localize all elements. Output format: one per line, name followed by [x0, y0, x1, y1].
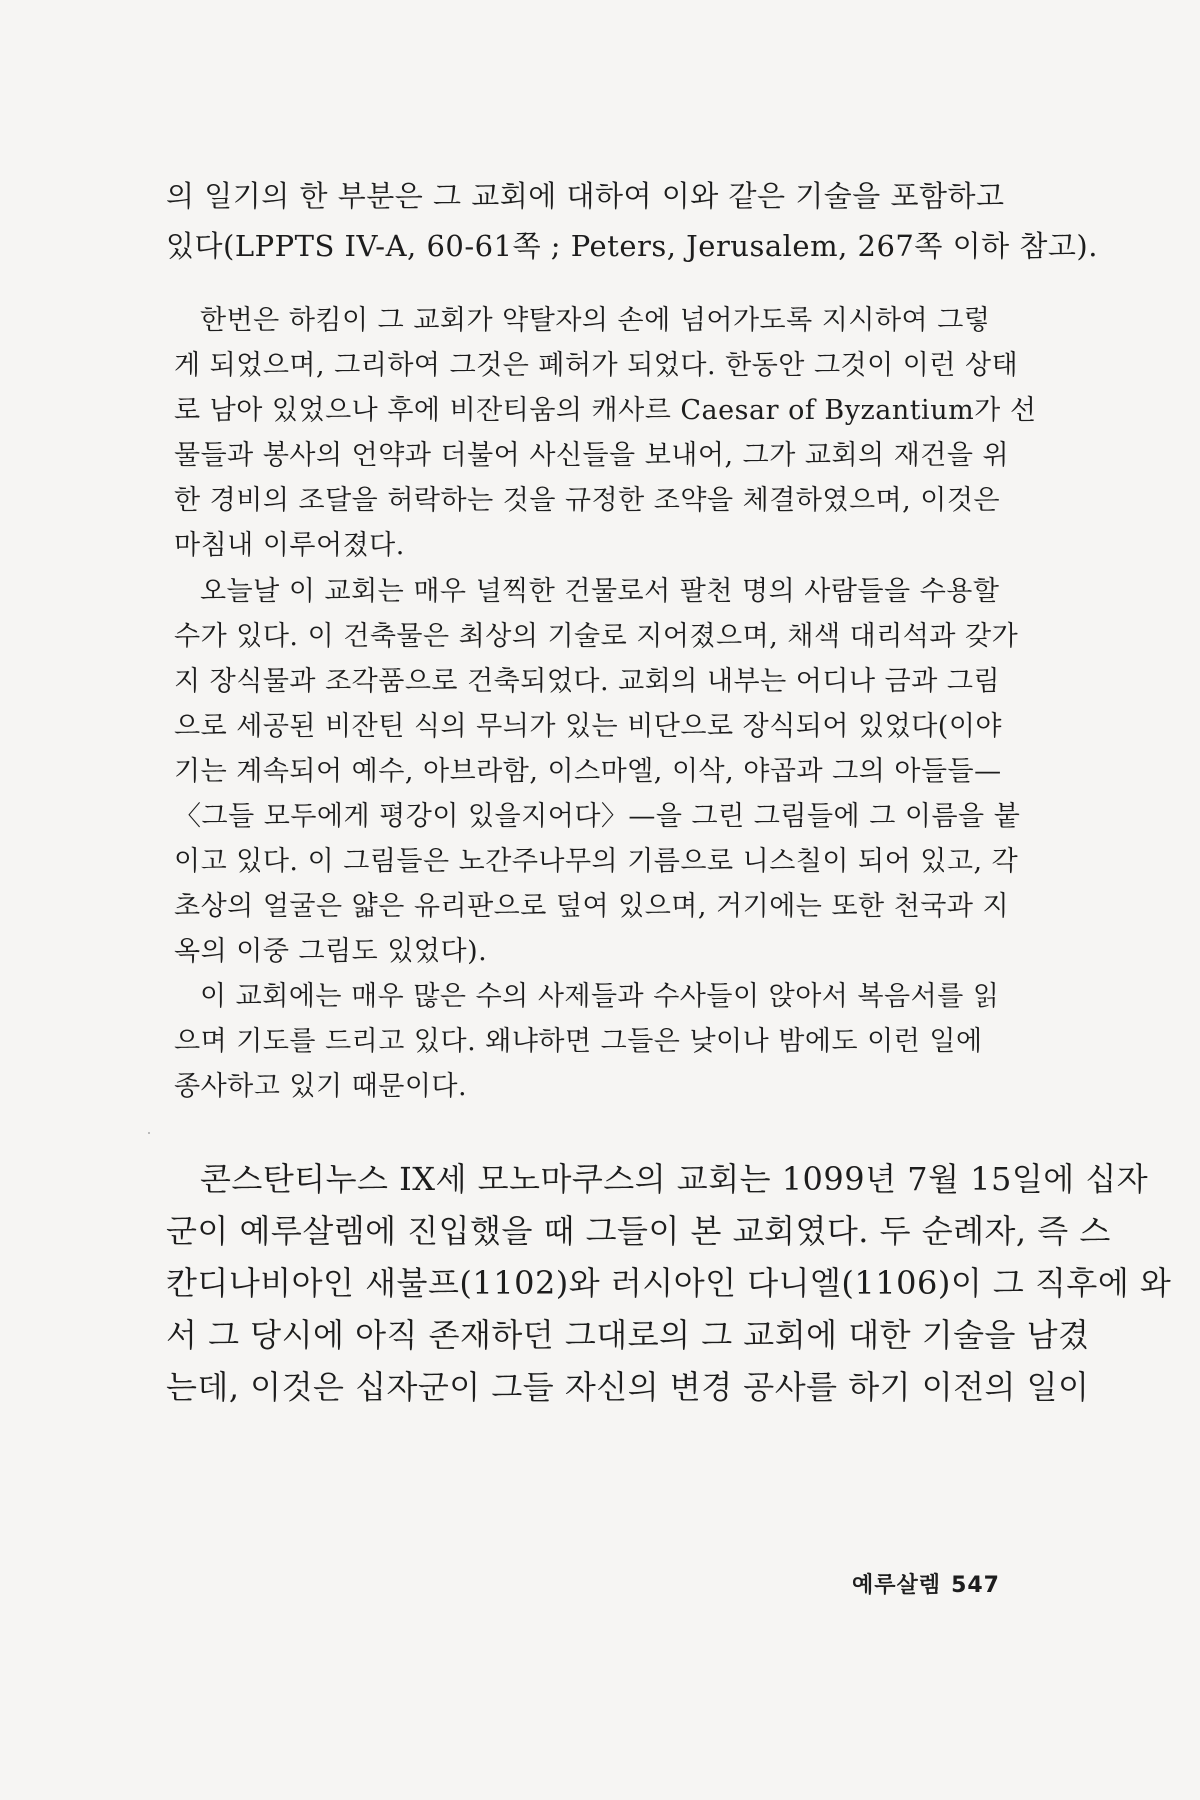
text-line: 의 일기의 한 부분은 그 교회에 대하여 이와 같은 기술을 포함하고	[166, 179, 1005, 213]
text-line: 한 경비의 조달을 허락하는 것을 규정한 조약을 체결하였으며, 이것은	[174, 485, 1001, 516]
text-line: 초상의 얼굴은 얇은 유리판으로 덮여 있으며, 거기에는 또한 천국과 지	[174, 891, 1010, 922]
text-line: 칸디나비아인 새불프(1102)와 러시아인 다니엘(1106)이 그 직후에 와	[166, 1264, 1172, 1302]
running-title: 예루살렘	[852, 1573, 942, 1598]
text-line: 〈그들 모두에게 평강이 있을지어다〉—을 그린 그림들에 그 이름을 붙	[174, 801, 1021, 832]
text-line: 마침내 이루어졌다.	[174, 530, 405, 561]
text-line: 는데, 이것은 십자군이 그들 자신의 변경 공사를 하기 이전의 일이	[166, 1368, 1090, 1406]
text-line: 이고 있다. 이 그림들은 노간주나무의 기름으로 니스칠이 되어 있고, 각	[174, 846, 1019, 877]
text-line: 있다(LPPTS IV-A, 60-61쪽 ; Peters, Jerusalem, 267쪽 이하 참고).	[166, 229, 1098, 263]
text-line: 군이 예루살렘에 진입했을 때 그들이 본 교회였다. 두 순례자, 즉 스	[166, 1212, 1111, 1250]
text-line: 물들과 봉사의 언약과 더불어 사신들을 보내어, 그가 교회의 재건을 위	[174, 440, 1010, 471]
text-line: 으며 기도를 드리고 있다. 왜냐하면 그들은 낮이나 밤에도 이런 일에	[174, 1026, 983, 1057]
text-line: 기는 계속되어 예수, 아브라함, 이스마엘, 이삭, 야곱과 그의 아들들—	[174, 756, 1002, 787]
text-line: 으로 세공된 비잔틴 식의 무늬가 있는 비단으로 장식되어 있었다(이야	[174, 711, 1002, 742]
margin-mark	[148, 1132, 150, 1134]
text-line: 이 교회에는 매우 많은 수의 사제들과 수사들이 앉아서 복음서를 읽	[200, 981, 1000, 1012]
text-line: 로 남아 있었으나 후에 비잔티움의 캐사르 Caesar of Byzantium가 선	[174, 395, 1037, 426]
page-footer	[852, 1568, 1000, 1599]
text-line: 수가 있다. 이 건축물은 최상의 기술로 지어졌으며, 채색 대리석과 갖가	[174, 621, 1019, 652]
text-line: 게 되었으며, 그리하여 그것은 폐허가 되었다. 한동안 그것이 이런 상태	[174, 350, 1019, 381]
text-line: 옥의 이중 그림도 있었다).	[174, 936, 488, 967]
page-number: 547	[951, 1573, 1000, 1598]
text-line: 서 그 당시에 아직 존재하던 그대로의 그 교회에 대한 기술을 남겼	[166, 1316, 1090, 1354]
text-line: 오늘날 이 교회는 매우 널찍한 건물로서 팔천 명의 사람들을 수용할	[200, 576, 1000, 607]
text-line: 콘스탄티누스 IX세 모노마쿠스의 교회는 1099년 7월 15일에 십자	[200, 1160, 1149, 1198]
text-line: 종사하고 있기 때문이다.	[174, 1071, 468, 1102]
text-line: 한번은 하킴이 그 교회가 약탈자의 손에 넘어가도록 지시하여 그렇	[200, 305, 991, 336]
text-line: 지 장식물과 조각품으로 건축되었다. 교회의 내부는 어디나 금과 그림	[174, 666, 1001, 697]
